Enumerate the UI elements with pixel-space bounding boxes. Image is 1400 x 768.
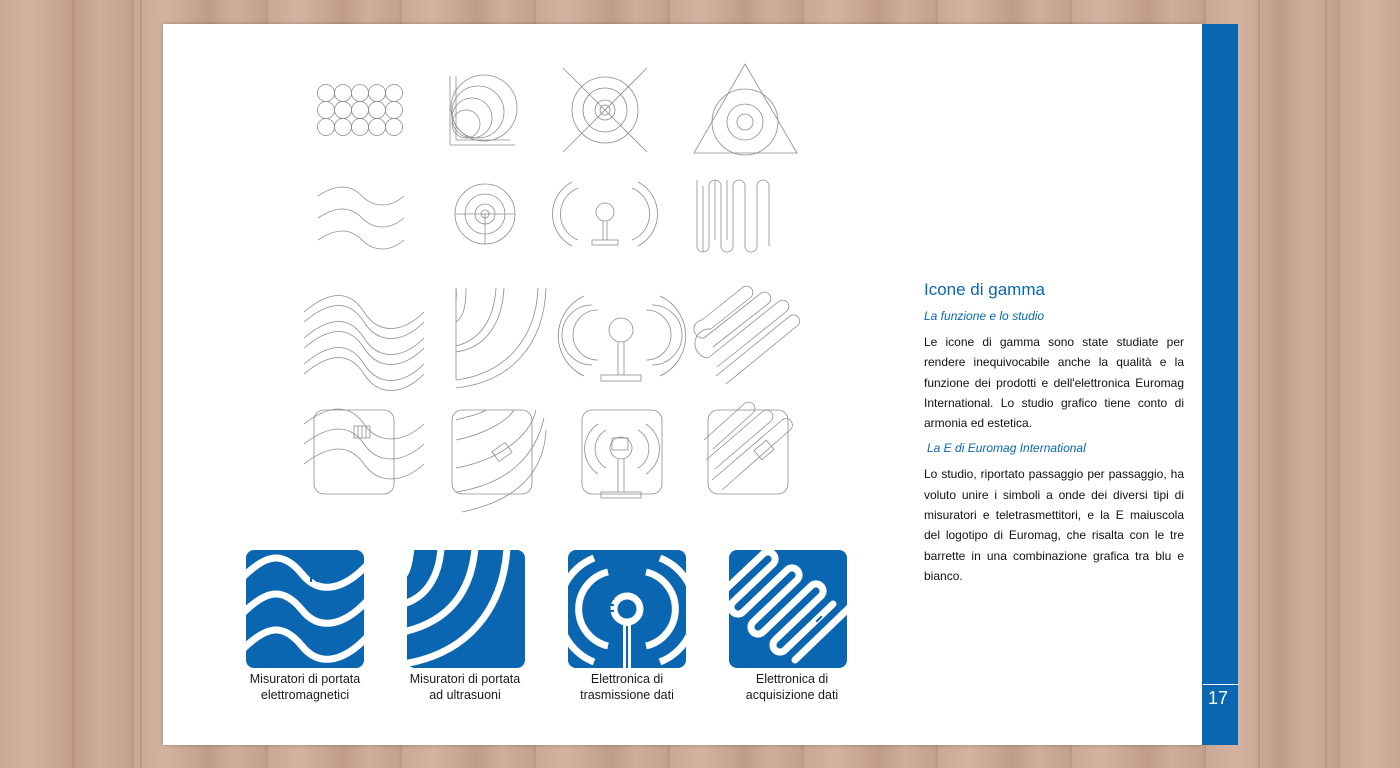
wood-seam [1325, 0, 1327, 768]
caption-line: elettromagnetici [260, 688, 350, 702]
text-column [924, 280, 1184, 594]
ultrasonic-arcs-icon [407, 550, 525, 668]
composite-antenna-sketch [582, 410, 662, 498]
small-waves-sketch [318, 187, 404, 249]
ultrasonic-arcs-sketch [456, 288, 546, 388]
wood-seam [1258, 0, 1260, 768]
wood-seam [140, 0, 142, 768]
composite-arcs-sketch [452, 410, 546, 512]
serpentine-sketch [697, 180, 769, 252]
section-title: Icone di gamma [924, 280, 1045, 299]
composite-waves-sketch [304, 409, 424, 494]
icon-caption-ultrasonic [390, 671, 540, 703]
paragraph-function: Le icone di gamma sono state studiate per rendere inequivocabile anche la qualità e la funzione dei prodotti e dell'elettronica Euromag International. Lo studio grafico tiene conto di armonia ed estetica. [924, 335, 1184, 431]
caption-line: ad ultrasuoni [429, 688, 501, 702]
crossed-circles-sketch [563, 68, 647, 152]
target-sketch [455, 184, 515, 244]
page-number-rule [1203, 684, 1238, 685]
composite-serpentine-sketch [704, 402, 792, 494]
caption-line: acquisizione dati [745, 688, 839, 702]
large-antenna-sketch [558, 296, 685, 381]
transmission-antenna-icon [568, 550, 686, 668]
construction-sketches [290, 60, 810, 520]
caption-line: Misuratori di portata [249, 672, 361, 686]
caption-line: Elettronica di [755, 672, 829, 686]
icon-caption-electromagnetic [230, 671, 380, 703]
caption-line: Elettronica di [590, 672, 664, 686]
wood-seam [72, 0, 74, 768]
subtitle-letter-e: La E di Euromag International [927, 441, 1086, 456]
page-side-band [1202, 24, 1238, 745]
paragraph-letter-e: Lo studio, riportato passaggio per passaggio, ha voluto unire i simboli a onde dei diversi tipi di misuratori e teletrasmettitori, e la E maiuscola del logotipo di Euromag, che risalta con le tre barrette in una combinazione grafica tra blu e bianco. [924, 467, 1184, 583]
triangle-circles-sketch [694, 64, 797, 155]
caption-line: trasmissione dati [580, 688, 674, 702]
icon-caption-acquisition [717, 671, 867, 703]
circle-grid-sketch [318, 85, 403, 136]
electromagnetic-waves-icon [246, 550, 364, 668]
diagonal-serpentine-sketch [694, 286, 800, 384]
large-waves-sketch [304, 296, 424, 391]
offset-circles-sketch [450, 75, 517, 145]
subtitle-function: La funzione e lo studio [924, 309, 1045, 323]
page-number: 17 [1207, 688, 1229, 708]
small-antenna-sketch [552, 182, 657, 246]
acquisition-zigzag-icon [729, 550, 847, 668]
icon-caption-transmission [552, 671, 702, 703]
caption-line: Misuratori di portata [409, 672, 521, 686]
